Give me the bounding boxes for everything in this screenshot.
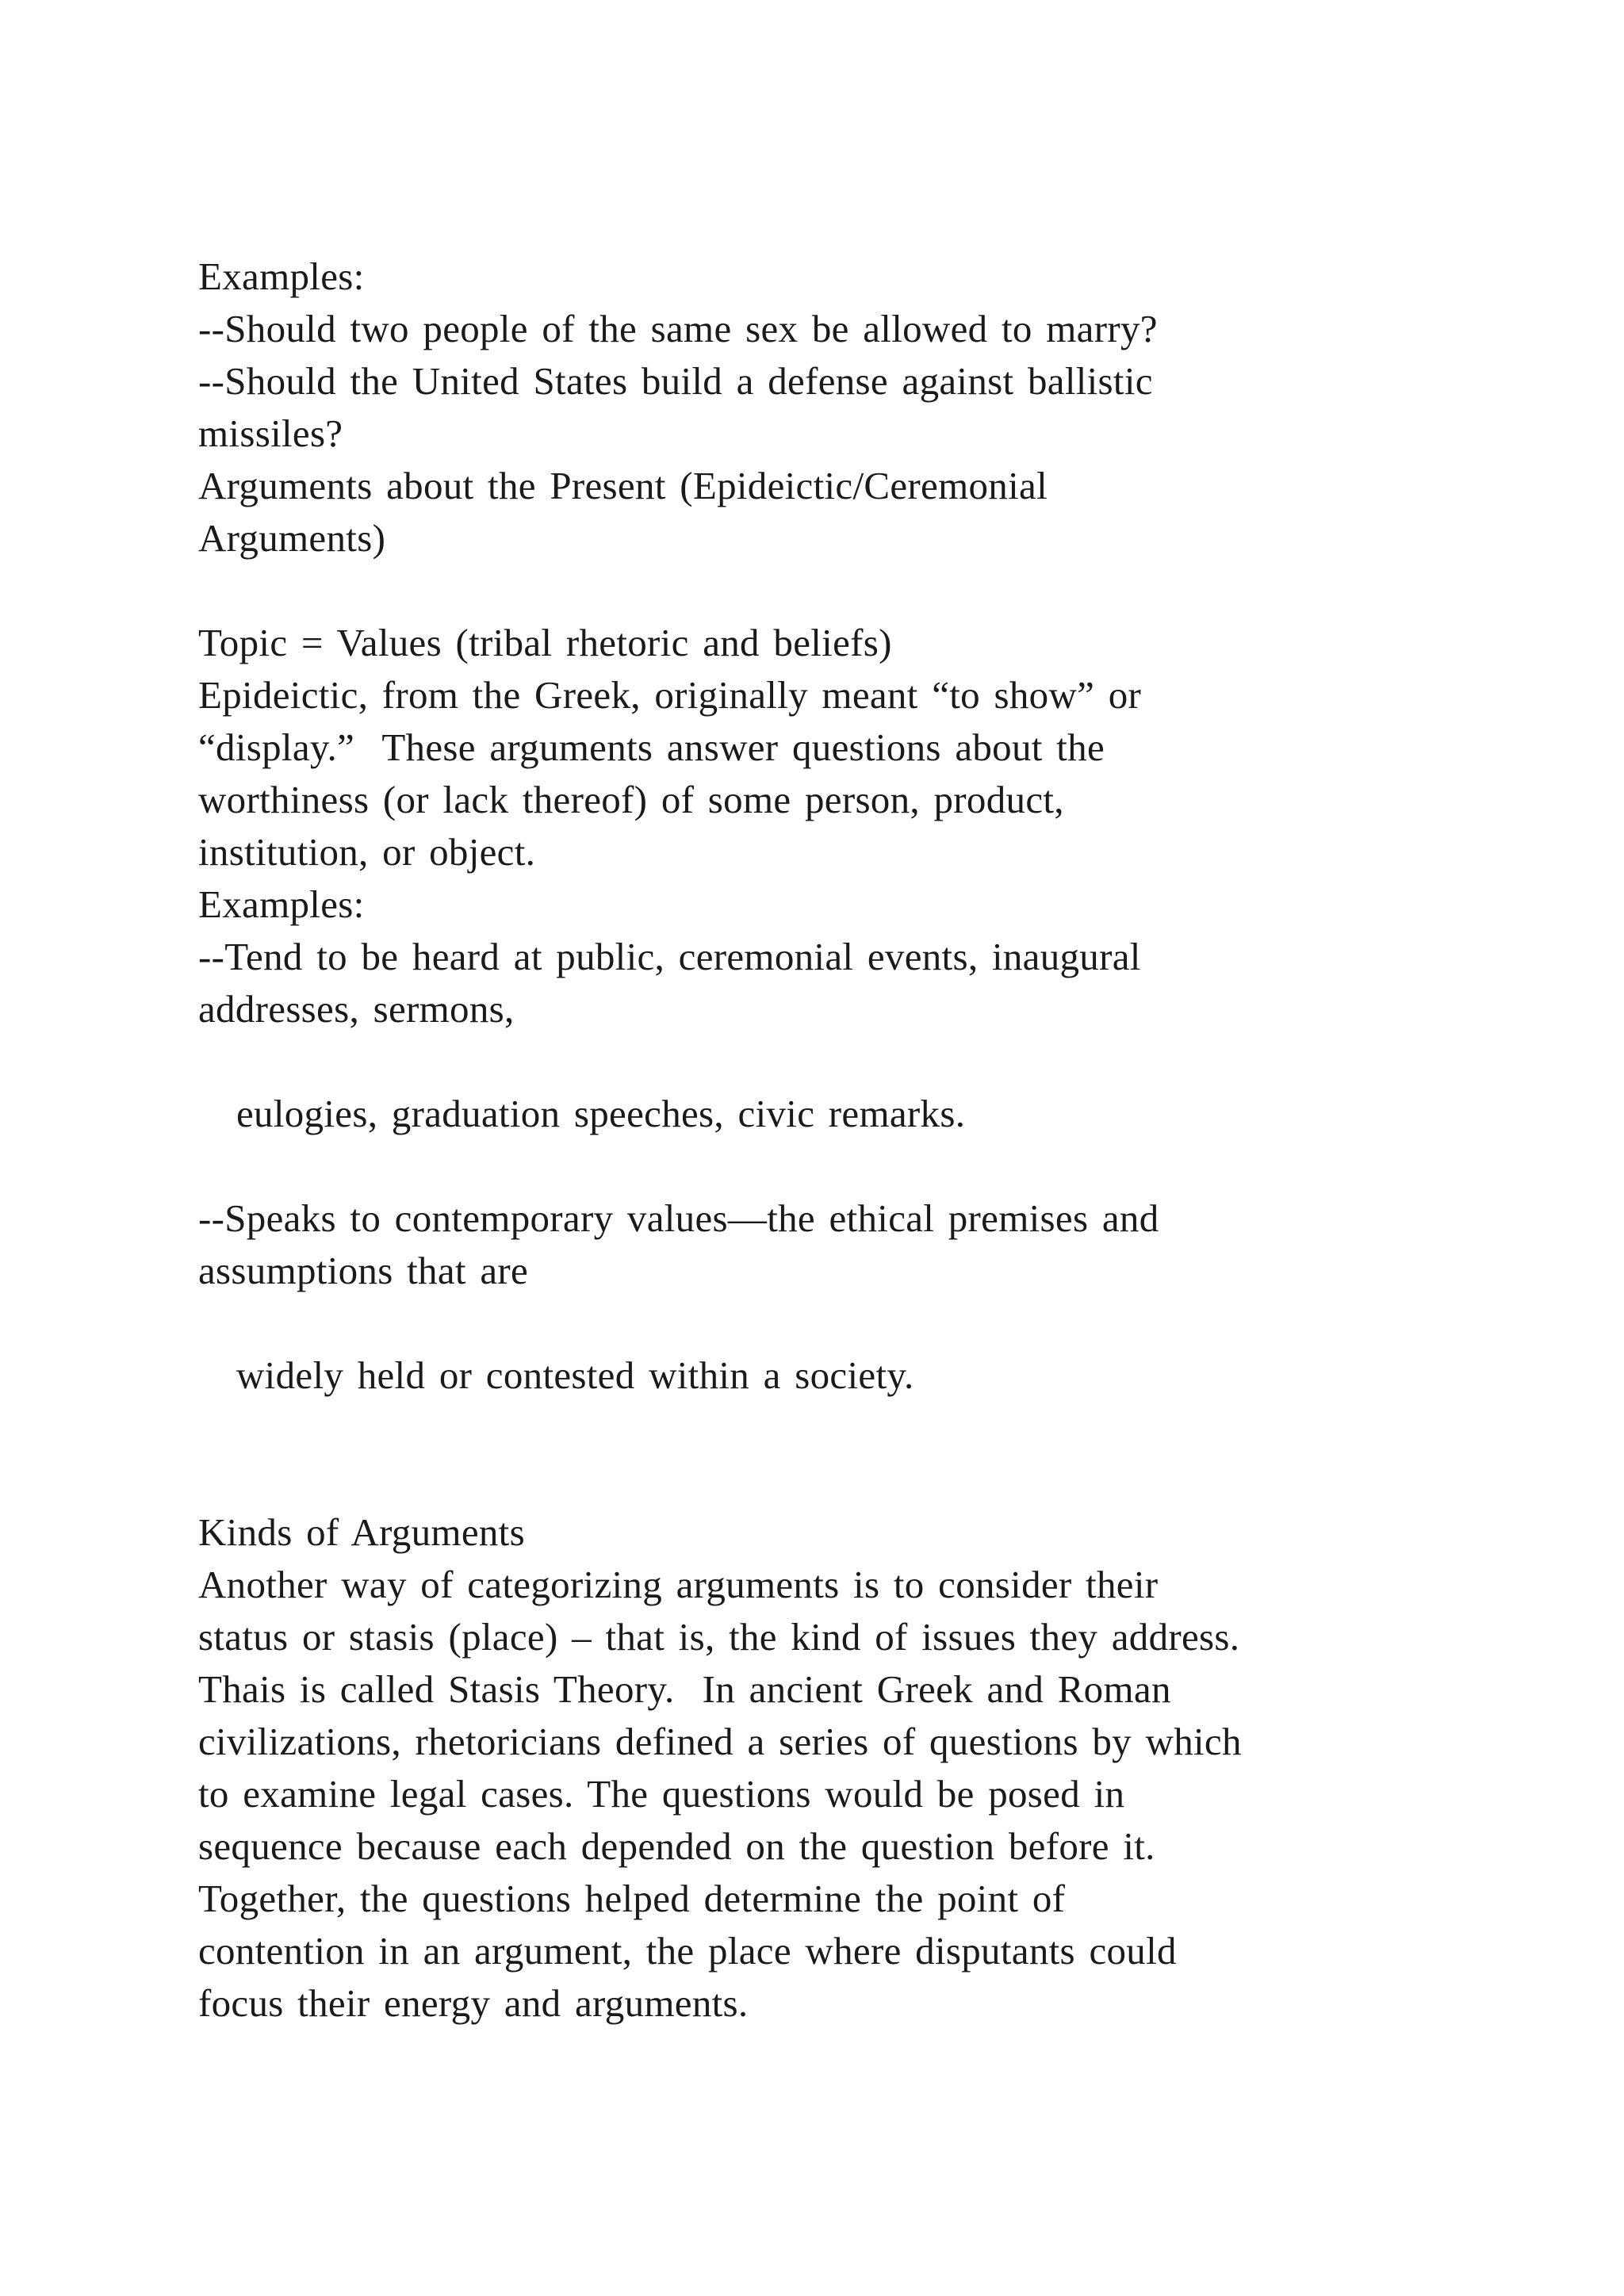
- paragraph-line: institution, or object.: [198, 830, 536, 874]
- paragraph-line: contention in an argument, the place where disputants could: [198, 1929, 1177, 1973]
- blank-line: [198, 1140, 1594, 1192]
- paragraph-line: Epideictic, from the Greek, originally meant “to show” or: [198, 673, 1142, 717]
- paragraph-line: civilizations, rhetoricians defined a series of questions by which: [198, 1720, 1242, 1763]
- paragraph-line: Thais is called Stasis Theory. In ancient Greek and Roman: [198, 1667, 1171, 1711]
- paragraph-line: focus their energy and arguments.: [198, 1981, 749, 2025]
- section-heading-kinds: Kinds of Arguments: [198, 1510, 525, 1554]
- section-heading-present: Arguments about the Present (Epideictic/Ceremonial: [198, 464, 1048, 507]
- paragraph-line: worthiness (or lack thereof) of some person, product,: [198, 778, 1064, 821]
- example-line: addresses, sermons,: [198, 987, 515, 1031]
- paragraph-line: sequence because each depended on the question before it.: [198, 1824, 1155, 1868]
- blank-line: [198, 1402, 1594, 1454]
- topic-line: Topic = Values (tribal rhetoric and beliefs): [198, 621, 892, 664]
- paragraph-line: Together, the questions helped determine the point of: [198, 1877, 1066, 1920]
- section-heading-present: Arguments): [198, 516, 386, 560]
- examples-heading-1: Examples:: [198, 254, 365, 298]
- blank-line: [198, 564, 1594, 617]
- document-body: [198, 251, 1594, 2030]
- example-line: --Should the United States build a defense against ballistic: [198, 359, 1153, 403]
- blank-line: [198, 1035, 1594, 1088]
- example-line: assumptions that are: [198, 1249, 529, 1292]
- paragraph-line: to examine legal cases. The questions would be posed in: [198, 1772, 1125, 1816]
- indented-line: eulogies, graduation speeches, civic remarks.: [236, 1092, 966, 1135]
- paragraph-line: status or stasis (place) – that is, the kind of issues they address.: [198, 1615, 1240, 1659]
- indented-line: widely held or contested within a society.: [236, 1353, 914, 1397]
- example-line: --Should two people of the same sex be allowed to marry?: [198, 307, 1158, 350]
- paragraph-line: “display.” These arguments answer questions about the: [198, 725, 1105, 769]
- example-line: --Speaks to contemporary values—the ethical premises and: [198, 1196, 1159, 1240]
- blank-line: [198, 1297, 1594, 1349]
- paragraph-line: Another way of categorizing arguments is to consider their: [198, 1563, 1159, 1606]
- examples-heading-2: Examples:: [198, 882, 365, 926]
- blank-line: [198, 1454, 1594, 1506]
- example-line: --Tend to be heard at public, ceremonial events, inaugural: [198, 935, 1141, 978]
- example-line: missiles?: [198, 411, 343, 455]
